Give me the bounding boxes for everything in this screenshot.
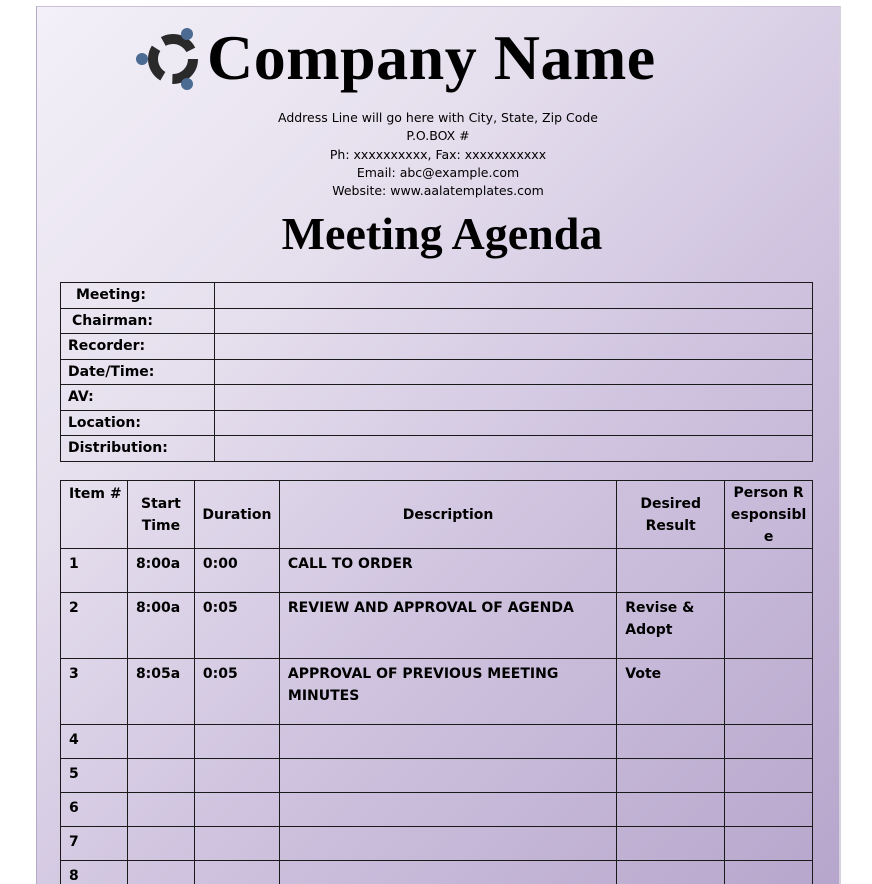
info-value-field[interactable] <box>215 359 813 385</box>
col-header-duration: Duration <box>194 481 279 549</box>
document-title: Meeting Agenda <box>37 207 841 260</box>
agenda-start-time[interactable] <box>127 793 194 827</box>
agenda-person-responsible[interactable] <box>725 827 813 861</box>
agenda-description[interactable] <box>279 793 616 827</box>
meeting-info-table <box>60 282 813 462</box>
agenda-row <box>61 759 813 793</box>
agenda-desired-result[interactable] <box>617 861 725 884</box>
info-value-field[interactable] <box>215 283 813 309</box>
agenda-row <box>61 827 813 861</box>
info-value-field[interactable] <box>215 308 813 334</box>
agenda-person-responsible[interactable] <box>725 759 813 793</box>
info-value-field[interactable] <box>215 410 813 436</box>
agenda-person-responsible[interactable] <box>725 861 813 884</box>
agenda-person-responsible[interactable] <box>725 725 813 759</box>
agenda-duration[interactable] <box>194 861 279 884</box>
agenda-duration[interactable] <box>194 793 279 827</box>
info-value-field[interactable] <box>215 385 813 411</box>
agenda-item-number[interactable]: 5 <box>61 759 128 793</box>
agenda-header-row <box>61 481 813 549</box>
company-name: Company Name <box>207 21 656 95</box>
info-row <box>61 410 813 436</box>
info-label: Distribution: <box>61 436 215 462</box>
info-row <box>61 283 813 309</box>
agenda-item-number[interactable]: 8 <box>61 861 128 884</box>
agenda-item-number[interactable]: 6 <box>61 793 128 827</box>
agenda-start-time[interactable]: 8:05a <box>127 659 194 725</box>
agenda-item-number[interactable]: 7 <box>61 827 128 861</box>
agenda-person-responsible[interactable] <box>725 659 813 725</box>
agenda-desired-result[interactable] <box>617 759 725 793</box>
info-label: Chairman: <box>61 308 215 334</box>
website: Website: www.aalatemplates.com <box>37 182 839 200</box>
agenda-duration[interactable]: 0:05 <box>194 659 279 725</box>
agenda-desired-result[interactable]: Revise & Adopt <box>617 593 725 659</box>
info-value-field[interactable] <box>215 436 813 462</box>
agenda-description[interactable] <box>279 827 616 861</box>
info-row <box>61 385 813 411</box>
agenda-item-number[interactable]: 3 <box>61 659 128 725</box>
info-label: Location: <box>61 410 215 436</box>
col-header-description: Description <box>279 481 616 549</box>
agenda-duration[interactable] <box>194 759 279 793</box>
agenda-start-time[interactable] <box>127 827 194 861</box>
agenda-description[interactable] <box>279 725 616 759</box>
agenda-start-time[interactable] <box>127 725 194 759</box>
email: Email: abc@example.com <box>37 164 839 182</box>
agenda-description[interactable]: REVIEW AND APPROVAL OF AGENDA <box>279 593 616 659</box>
agenda-desired-result[interactable]: Vote <box>617 659 725 725</box>
company-logo-icon <box>133 25 205 91</box>
po-box: P.O.BOX # <box>37 127 839 145</box>
info-label: Recorder: <box>61 334 215 360</box>
phone-fax: Ph: xxxxxxxxxx, Fax: xxxxxxxxxxx <box>37 146 839 164</box>
document-page <box>36 6 841 884</box>
contact-block <box>37 109 839 200</box>
agenda-item-number[interactable]: 2 <box>61 593 128 659</box>
agenda-desired-result[interactable] <box>617 827 725 861</box>
col-header-item: Item # <box>61 481 128 549</box>
info-label: Date/Time: <box>61 359 215 385</box>
agenda-item-number[interactable]: 4 <box>61 725 128 759</box>
agenda-row <box>61 593 813 659</box>
agenda-person-responsible[interactable] <box>725 793 813 827</box>
agenda-row <box>61 793 813 827</box>
agenda-row <box>61 725 813 759</box>
agenda-row <box>61 659 813 725</box>
agenda-desired-result[interactable] <box>617 793 725 827</box>
agenda-duration[interactable] <box>194 827 279 861</box>
agenda-duration[interactable]: 0:05 <box>194 593 279 659</box>
col-header-start-time: Start Time <box>127 481 194 549</box>
agenda-row <box>61 549 813 593</box>
letterhead <box>37 7 839 277</box>
info-row <box>61 308 813 334</box>
agenda-person-responsible[interactable] <box>725 593 813 659</box>
agenda-item-number[interactable]: 1 <box>61 549 128 593</box>
agenda-duration[interactable]: 0:00 <box>194 549 279 593</box>
agenda-start-time[interactable] <box>127 759 194 793</box>
agenda-start-time[interactable] <box>127 861 194 884</box>
agenda-description[interactable]: APPROVAL OF PREVIOUS MEETING MINUTES <box>279 659 616 725</box>
agenda-start-time[interactable]: 8:00a <box>127 549 194 593</box>
agenda-table <box>60 480 813 884</box>
info-label: AV: <box>61 385 215 411</box>
col-header-desired-result: Desired Result <box>617 481 725 549</box>
agenda-description[interactable]: CALL TO ORDER <box>279 549 616 593</box>
agenda-desired-result[interactable] <box>617 549 725 593</box>
agenda-duration[interactable] <box>194 725 279 759</box>
agenda-desired-result[interactable] <box>617 725 725 759</box>
agenda-row <box>61 861 813 884</box>
col-header-person-responsible: Person Responsible <box>725 481 813 549</box>
info-value-field[interactable] <box>215 334 813 360</box>
info-row <box>61 334 813 360</box>
info-row <box>61 359 813 385</box>
agenda-start-time[interactable]: 8:00a <box>127 593 194 659</box>
info-row <box>61 436 813 462</box>
agenda-person-responsible[interactable] <box>725 549 813 593</box>
agenda-description[interactable] <box>279 759 616 793</box>
info-label: Meeting: <box>61 283 215 309</box>
address-line: Address Line will go here with City, State, Zip Code <box>37 109 839 127</box>
agenda-description[interactable] <box>279 861 616 884</box>
